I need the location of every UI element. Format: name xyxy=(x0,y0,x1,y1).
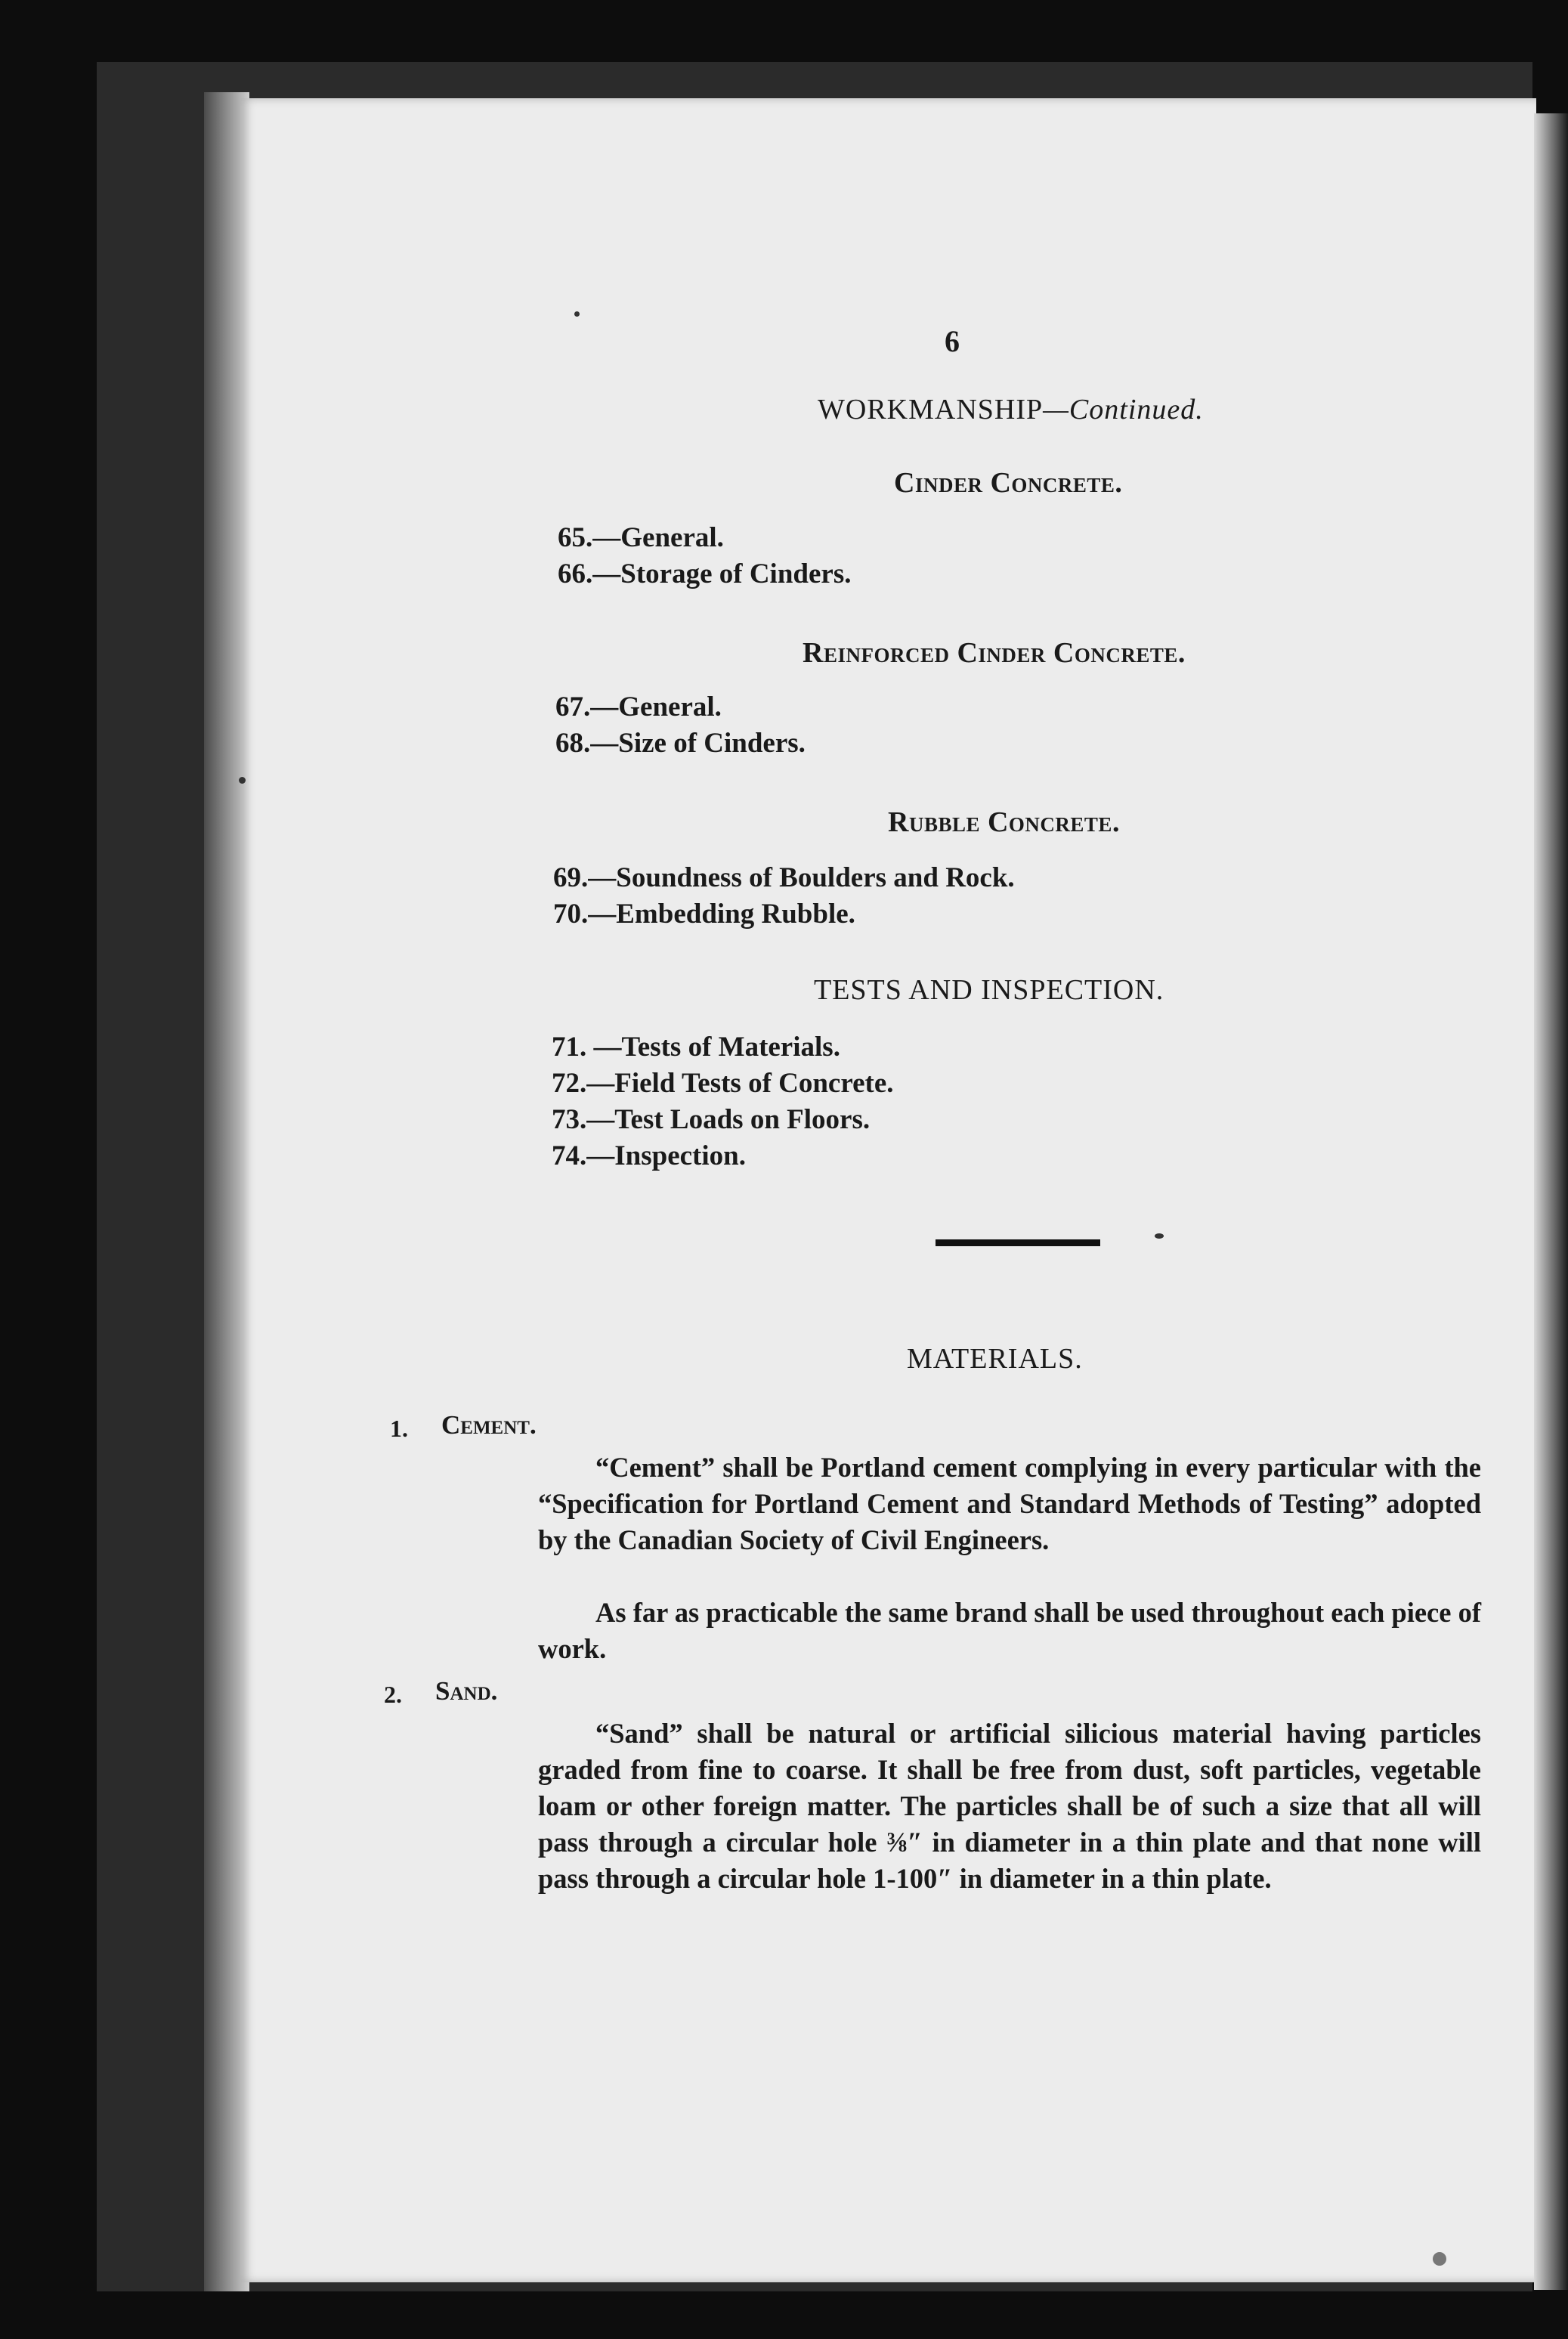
entry-number: 1. xyxy=(390,1415,408,1442)
subheading-rubble-concrete: Rubble Concrete. xyxy=(888,806,1120,838)
scan-speck xyxy=(574,311,580,317)
entry-number: 2. xyxy=(384,1681,402,1708)
toc-item: 67.—General. xyxy=(555,691,722,722)
toc-item: 66.—Storage of Cinders. xyxy=(558,558,852,589)
section-title-text: WORKMANSHIP xyxy=(818,394,1044,425)
materials-heading: MATERIALS. xyxy=(907,1343,1083,1375)
section-title xyxy=(818,393,1204,426)
cement-paragraph-1: “Cement” shall be Portland cement complying in every particular with the “Specification for Portland Cement and Standard Methods of Testing” adopted by the Canadian Society of Civil Engineers. xyxy=(538,1452,1481,1555)
page-number: 6 xyxy=(945,324,960,358)
toc-item: 68.—Size of Cinders. xyxy=(555,728,806,759)
toc-item: 74.—Inspection. xyxy=(552,1140,746,1171)
subheading-reinforced-cinder-concrete: Reinforced Cinder Concrete. xyxy=(803,637,1186,669)
scan-speck xyxy=(239,777,246,784)
toc-item: 69.—Soundness of Boulders and Rock. xyxy=(553,862,1015,893)
toc-item: 71. —Tests of Materials. xyxy=(552,1032,840,1063)
toc-item: 73.—Test Loads on Floors. xyxy=(552,1104,871,1135)
cement-paragraph-2: As far as practicable the same brand shall be used throughout each piece of work. xyxy=(538,1597,1481,1664)
sand-paragraph-1: “Sand” shall be natural or artificial silicious material having particles graded from fine to coarse. It shall be free from dust, soft particles, vegetable loam or other foreign matter. The particles shall be of such a size that all will pass through a circular hole ⅜″ in diameter in a thin plate and that none will pass through a circular hole 1-100″ in diameter in a thin plate. xyxy=(538,1718,1481,1894)
subheading-cinder-concrete: Cinder Concrete. xyxy=(894,467,1123,499)
toc-item: 70.—Embedding Rubble. xyxy=(553,899,855,930)
toc-item: 65.—General. xyxy=(558,522,724,553)
section-title-suffix: —Continued. xyxy=(1043,394,1204,425)
book-right-edge xyxy=(1534,113,1568,2290)
divider-rule xyxy=(936,1239,1100,1246)
scan-speck xyxy=(1155,1233,1164,1239)
entry-title-sand: Sand. xyxy=(435,1676,498,1706)
subheading-tests-and-inspection: TESTS AND INSPECTION. xyxy=(814,974,1164,1006)
toc-item: 72.—Field Tests of Concrete. xyxy=(552,1068,894,1099)
entry-title-cement: Cement. xyxy=(441,1410,537,1440)
scan-speck xyxy=(1433,2252,1446,2266)
